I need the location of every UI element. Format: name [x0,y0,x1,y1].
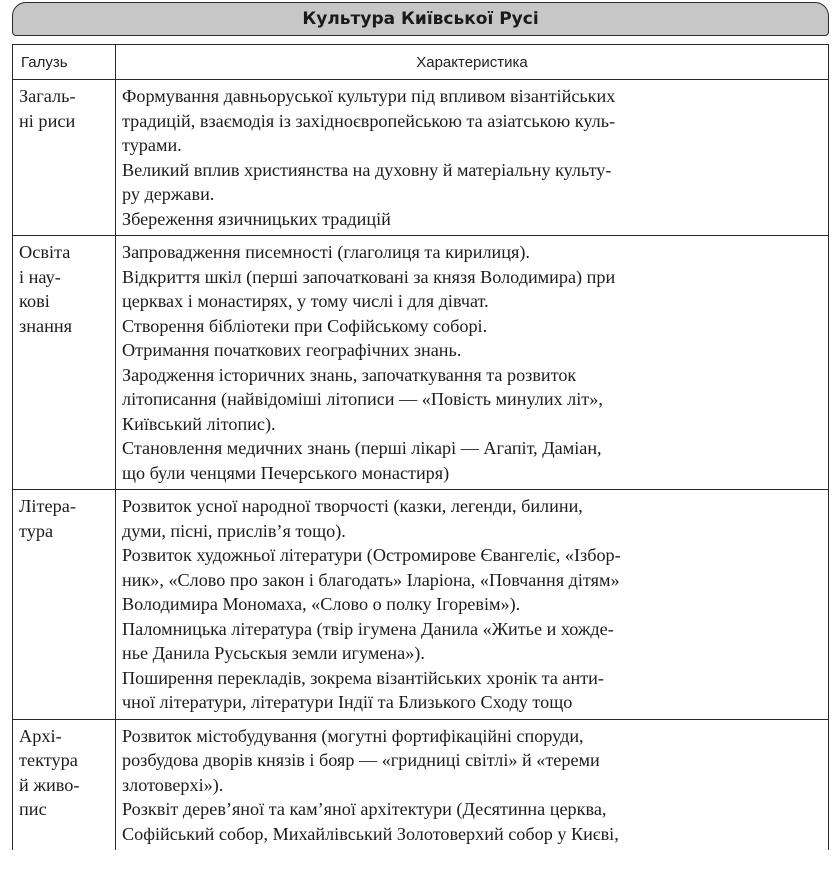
description-line: розбудова дворів князів і бояр — «гридниці світлі» й «тереми [122,750,600,770]
branch-line: Літера- [19,496,76,516]
description-line: Запровадження писемності (глаголиця та кирилиця). [122,242,530,262]
description-line: злотоверхі»). [122,774,224,795]
description-cell [116,490,829,720]
description-line: церквах і монастирях, у тому числі і для дівчат. [122,291,489,311]
description-cell [116,80,829,236]
table-row [13,80,829,236]
header-description: Характеристика [116,45,829,80]
description-line: Формування давньоруської культури під впливом візантійських [122,86,616,106]
description-line: Розквіт дерев’яної та кам’яної архітектури (Десятинна церква, [122,799,607,819]
description-line: Паломницька література (твір ігумена Данила «Житье и хожде- [122,618,614,639]
description-line: що були ченцями Печерського монастиря) [122,462,450,483]
description-line: Отримання початкових географічних знань. [122,340,462,360]
description-line: Становлення медичних знань (перші лікарі — Агапіт, Даміан, [122,438,602,458]
description-line: Розвиток містобудування (могутні фортифікаційні споруди, [122,725,584,746]
branch-cell [13,236,116,490]
branch-line: тура [19,520,54,541]
branch-line: і нау- [19,266,61,287]
branch-cell [13,490,116,720]
branch-line: знання [19,315,73,336]
description-line: Розвиток художньої літератури (Остромирове Євангеліє, «Ізбор- [122,545,621,565]
description-line: Розвиток усної народної творчості (казки, легенди, билини, [122,496,583,516]
description-line: ник», «Слово про закон і благодать» Іларіона, «Повчання дітям» [122,569,620,590]
description-line: турами. [122,135,182,155]
description-cell [116,719,829,850]
description-line: Київський літопис). [122,413,276,434]
branch-line: Освіта [19,242,71,262]
description-line: Поширення перекладів, зокрема візантійських хронік та анти- [122,667,604,688]
branch-line: Загаль- [19,86,76,106]
description-line: Зародження історичних знань, започаткування та розвиток [122,364,577,385]
description-line: літописання (найвідоміші літописи — «Повість минулих літ», [122,389,603,409]
branch-cell [13,80,116,236]
description-line: думи, пісні, прислів’я тощо). [122,520,346,541]
description-line: чної літератури, літератури Індії та Близького Сходу тощо [122,692,573,712]
culture-table [12,44,829,850]
header-branch: Галузь [13,45,116,80]
description-line: ру держави. [122,184,215,204]
description-cell [116,236,829,490]
table-row [13,236,829,490]
description-line: Збереження язичницьких традицій [122,208,391,229]
branch-line: ні риси [19,110,76,131]
table-title-text: Культура Київської Русі [302,9,539,29]
branch-line: Архі- [19,725,62,746]
table-header-row [13,45,829,80]
description-line: Великий вплив християнства на духовну й матеріальну культу- [122,159,612,180]
description-line: Відкриття шкіл (перші започатковані за князя Володимира) при [122,266,616,287]
branch-line: й живо- [19,774,80,795]
branch-cell [13,719,116,850]
description-line: традицій, взаємодія із західноєвропейською та азіатською куль- [122,110,616,131]
branch-line: тектура [19,750,78,770]
table-row [13,719,829,850]
branch-line: пис [19,799,47,819]
table-title [12,2,829,36]
table-row [13,490,829,720]
description-line: Створення бібліотеки при Софійському соборі. [122,315,488,336]
branch-line: кові [19,291,50,311]
description-line: Володимира Мономаха, «Слово о полку Ігоревім»). [122,594,521,614]
description-line: нье Данила Русьскыя земли игумена»). [122,643,425,663]
description-line: Софійський собор, Михайлівський Золотоверхий собор у Києві, [122,823,619,844]
